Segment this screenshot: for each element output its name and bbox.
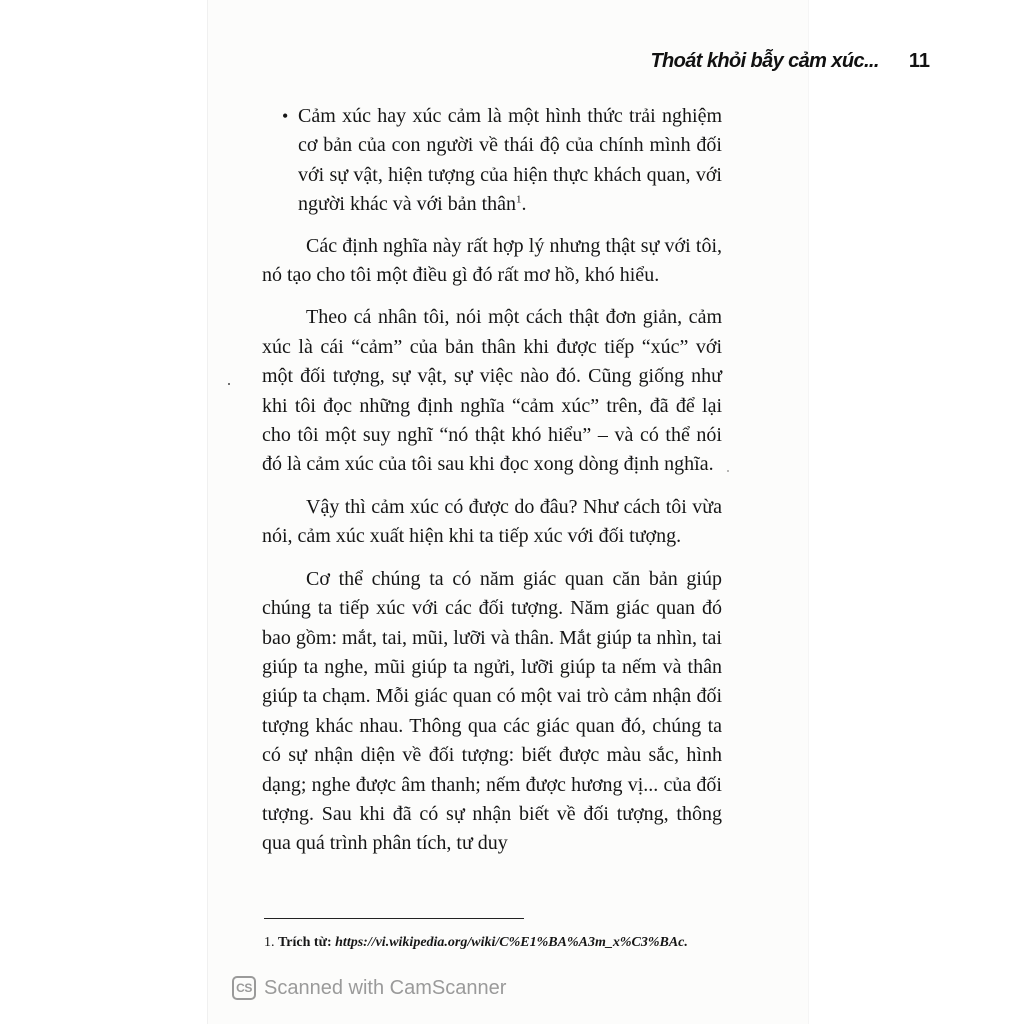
bullet-sentence: Cảm xúc hay xúc cảm là một hình thức trải nghiệm cơ bản của con người về thái độ của chính mình đối với sự vật, hiện tượng của hiện thực khách quan, với người khác và với bản thân: [298, 105, 722, 216]
footnote-reference: 1: [516, 193, 522, 206]
paragraph-3: Vậy thì cảm xúc có được do đâu? Như cách tôi vừa nói, cảm xúc xuất hiện khi ta tiếp xúc với đối tượng.: [262, 495, 722, 548]
footnote-label: Trích từ:: [278, 935, 332, 950]
body-text: [262, 102, 722, 872]
footnote-url: https://vi.wikipedia.org/wiki/C%E1%BA%A3m_x%C3%BAc.: [335, 935, 688, 950]
running-title: Thoát khỏi bẫy cảm xúc...: [650, 50, 879, 72]
page-number: 11: [908, 50, 930, 72]
footnote-divider: [264, 918, 524, 919]
bullet-text: [298, 102, 722, 220]
scan-speck: [228, 383, 230, 385]
paragraph-2: Theo cá nhân tôi, nói một cách thật đơn giản, cảm xúc là cái “cảm” của bản thân khi được tiếp “xúc” với một đối tượng, sự vật, sự việc nào đó. Cũng giống như khi tôi đọc những định nghĩa “cảm xúc” trên, đã để lại cho tôi một suy nghĩ “nó thật khó hiểu” – và có thể nói đó là cảm xúc của tôi sau khi đọc xong dòng định nghĩa.: [262, 306, 722, 476]
bullet-item: [262, 102, 722, 220]
page-header: [650, 50, 930, 73]
camscanner-watermark: [232, 976, 506, 1000]
footnote-number: 1.: [264, 935, 275, 950]
watermark-text: Scanned with CamScanner: [264, 976, 507, 999]
camscanner-logo-icon: CS: [232, 976, 256, 1000]
paragraph-4: Cơ thể chúng ta có năm giác quan căn bản giúp chúng ta tiếp xúc với các đối tượng. Năm giác quan đó bao gồm: mắt, tai, mũi, lưỡi và thân. Mắt giúp ta nhìn, tai giúp ta nghe, mũi giúp ta ngửi, lưỡi giúp ta nếm và thân giúp ta chạm. Mỗi giác quan có một vai trò cảm nhận đối tượng khác nhau. Thông qua các giác quan đó, chúng ta có sự nhận diện về đối tượng: biết được màu sắc, hình dạng; nghe được âm thanh; nếm được hương vị... của đối tượng. Sau khi đã có sự nhận biết về đối tượng, thông qua quá trình phân tích, tư duy: [262, 567, 722, 855]
bullet-dot: •: [282, 106, 289, 126]
footnote: [264, 935, 744, 951]
bullet-end: .: [521, 193, 527, 216]
scan-speck: [727, 470, 729, 472]
paragraph-1: Các định nghĩa này rất hợp lý nhưng thật sự với tôi, nó tạo cho tôi một điều gì đó rất mơ hồ, khó hiểu.: [262, 234, 722, 287]
